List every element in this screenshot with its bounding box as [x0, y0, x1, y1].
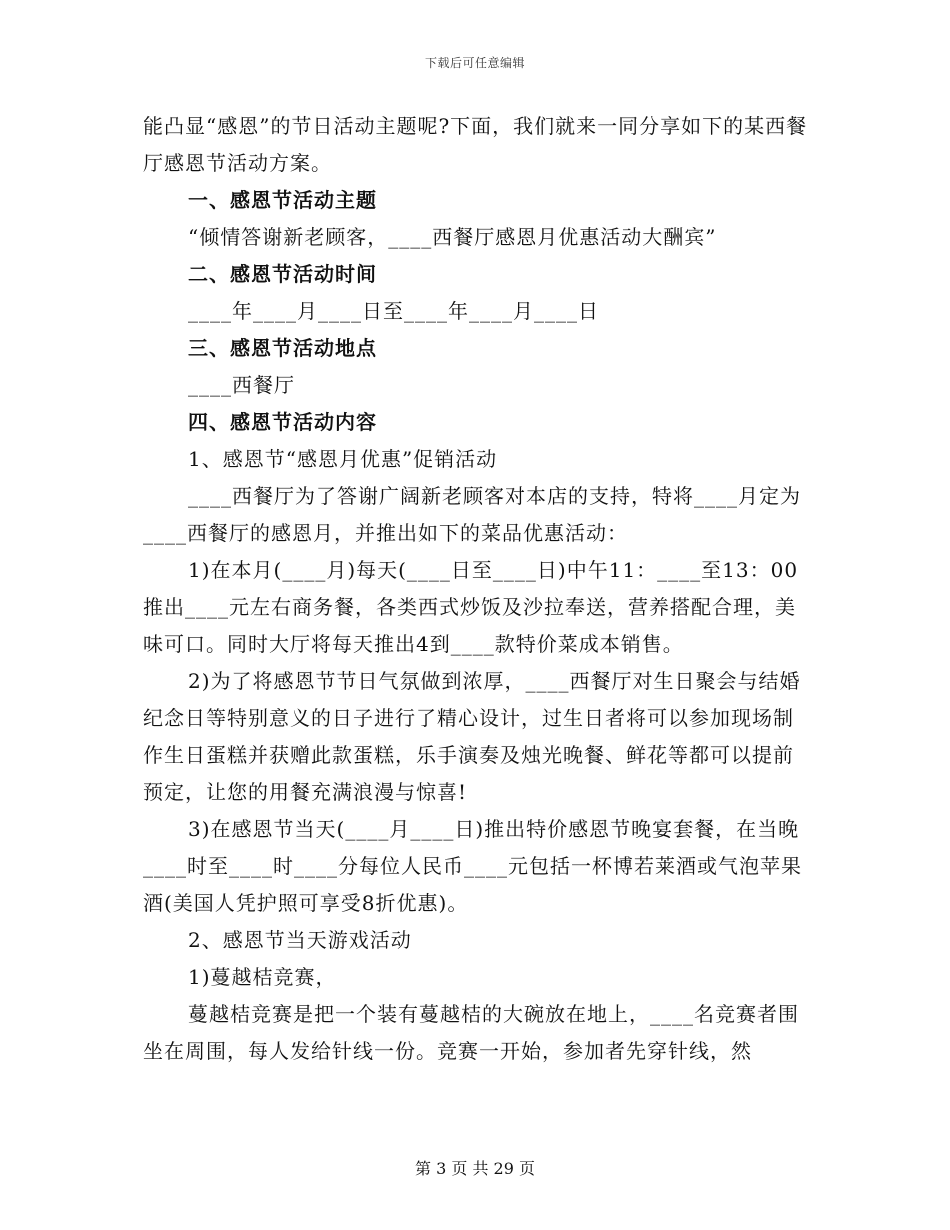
- paragraph-item-2: 2)为了将感恩节节日气氛做到浓厚，____西餐厅对生日聚会与结婚纪念日等特别意义的日子进行了精心设计，过生日者将可以参加现场制作生日蛋糕并获赠此款蛋糕，乐手演奏及烛光晚餐、鲜花等都可以提前预定，让您的用餐充满浪漫与惊喜!: [143, 669, 801, 804]
- page-number: 第 3 页 共 29 页: [415, 1159, 535, 1178]
- paragraph-time: ____年____月____日至____年____月____日: [188, 299, 599, 323]
- paragraph-item-1: 1)在本月(____月)每天(____日至____日)中午11：____至13：00推出____元左右商务餐，各类西式炒饭及沙拉奉送，营养搭配合理，美味可口。同时大厅将每天推出4到____款特价菜成本销售。: [143, 558, 799, 656]
- section-heading-content: 四、感恩节活动内容: [188, 410, 377, 434]
- section-heading-theme: 一、感恩节活动主题: [188, 188, 377, 212]
- paragraph-theme: “倾情答谢新老顾客，____西餐厅感恩月优惠活动大酬宾”: [188, 225, 717, 249]
- document-body: [143, 108, 808, 1070]
- header-note: 下载后可任意编辑: [424, 56, 525, 70]
- paragraph-promo-intro: ____西餐厅为了答谢广阔新老顾客对本店的支持，特将____月定为____西餐厅的感恩月，并推出如下的菜品优惠活动：: [143, 484, 801, 545]
- section-heading-time: 二、感恩节活动时间: [188, 262, 377, 286]
- subsection-heading-promo: 1、感恩节“感恩月优惠”促销活动: [188, 447, 498, 471]
- paragraph-game-1-desc: 蔓越桔竞赛是把一个装有蔓越桔的大碗放在地上，____名竞赛者围坐在周围，每人发给针线一份。竞赛一开始，参加者先穿针线，然: [143, 1002, 799, 1063]
- subsection-heading-games: 2、感恩节当天游戏活动: [188, 928, 412, 952]
- paragraph-location: ____西餐厅: [188, 373, 295, 397]
- paragraph-item-3: 3)在感恩节当天(____月____日)推出特价感恩节晚宴套餐，在当晚____时至____时____分每位人民币____元包括一杯博若莱酒或气泡苹果酒(美国人凭护照可享受8折优惠)。: [143, 817, 802, 915]
- paragraph-intro: 能凸显“感恩”的节日活动主题呢?下面，我们就来一同分享如下的某西餐厅感恩节活动方案。: [143, 114, 808, 175]
- paragraph-game-1-title: 1)蔓越桔竞赛，: [188, 965, 337, 989]
- section-heading-location: 三、感恩节活动地点: [188, 336, 377, 360]
